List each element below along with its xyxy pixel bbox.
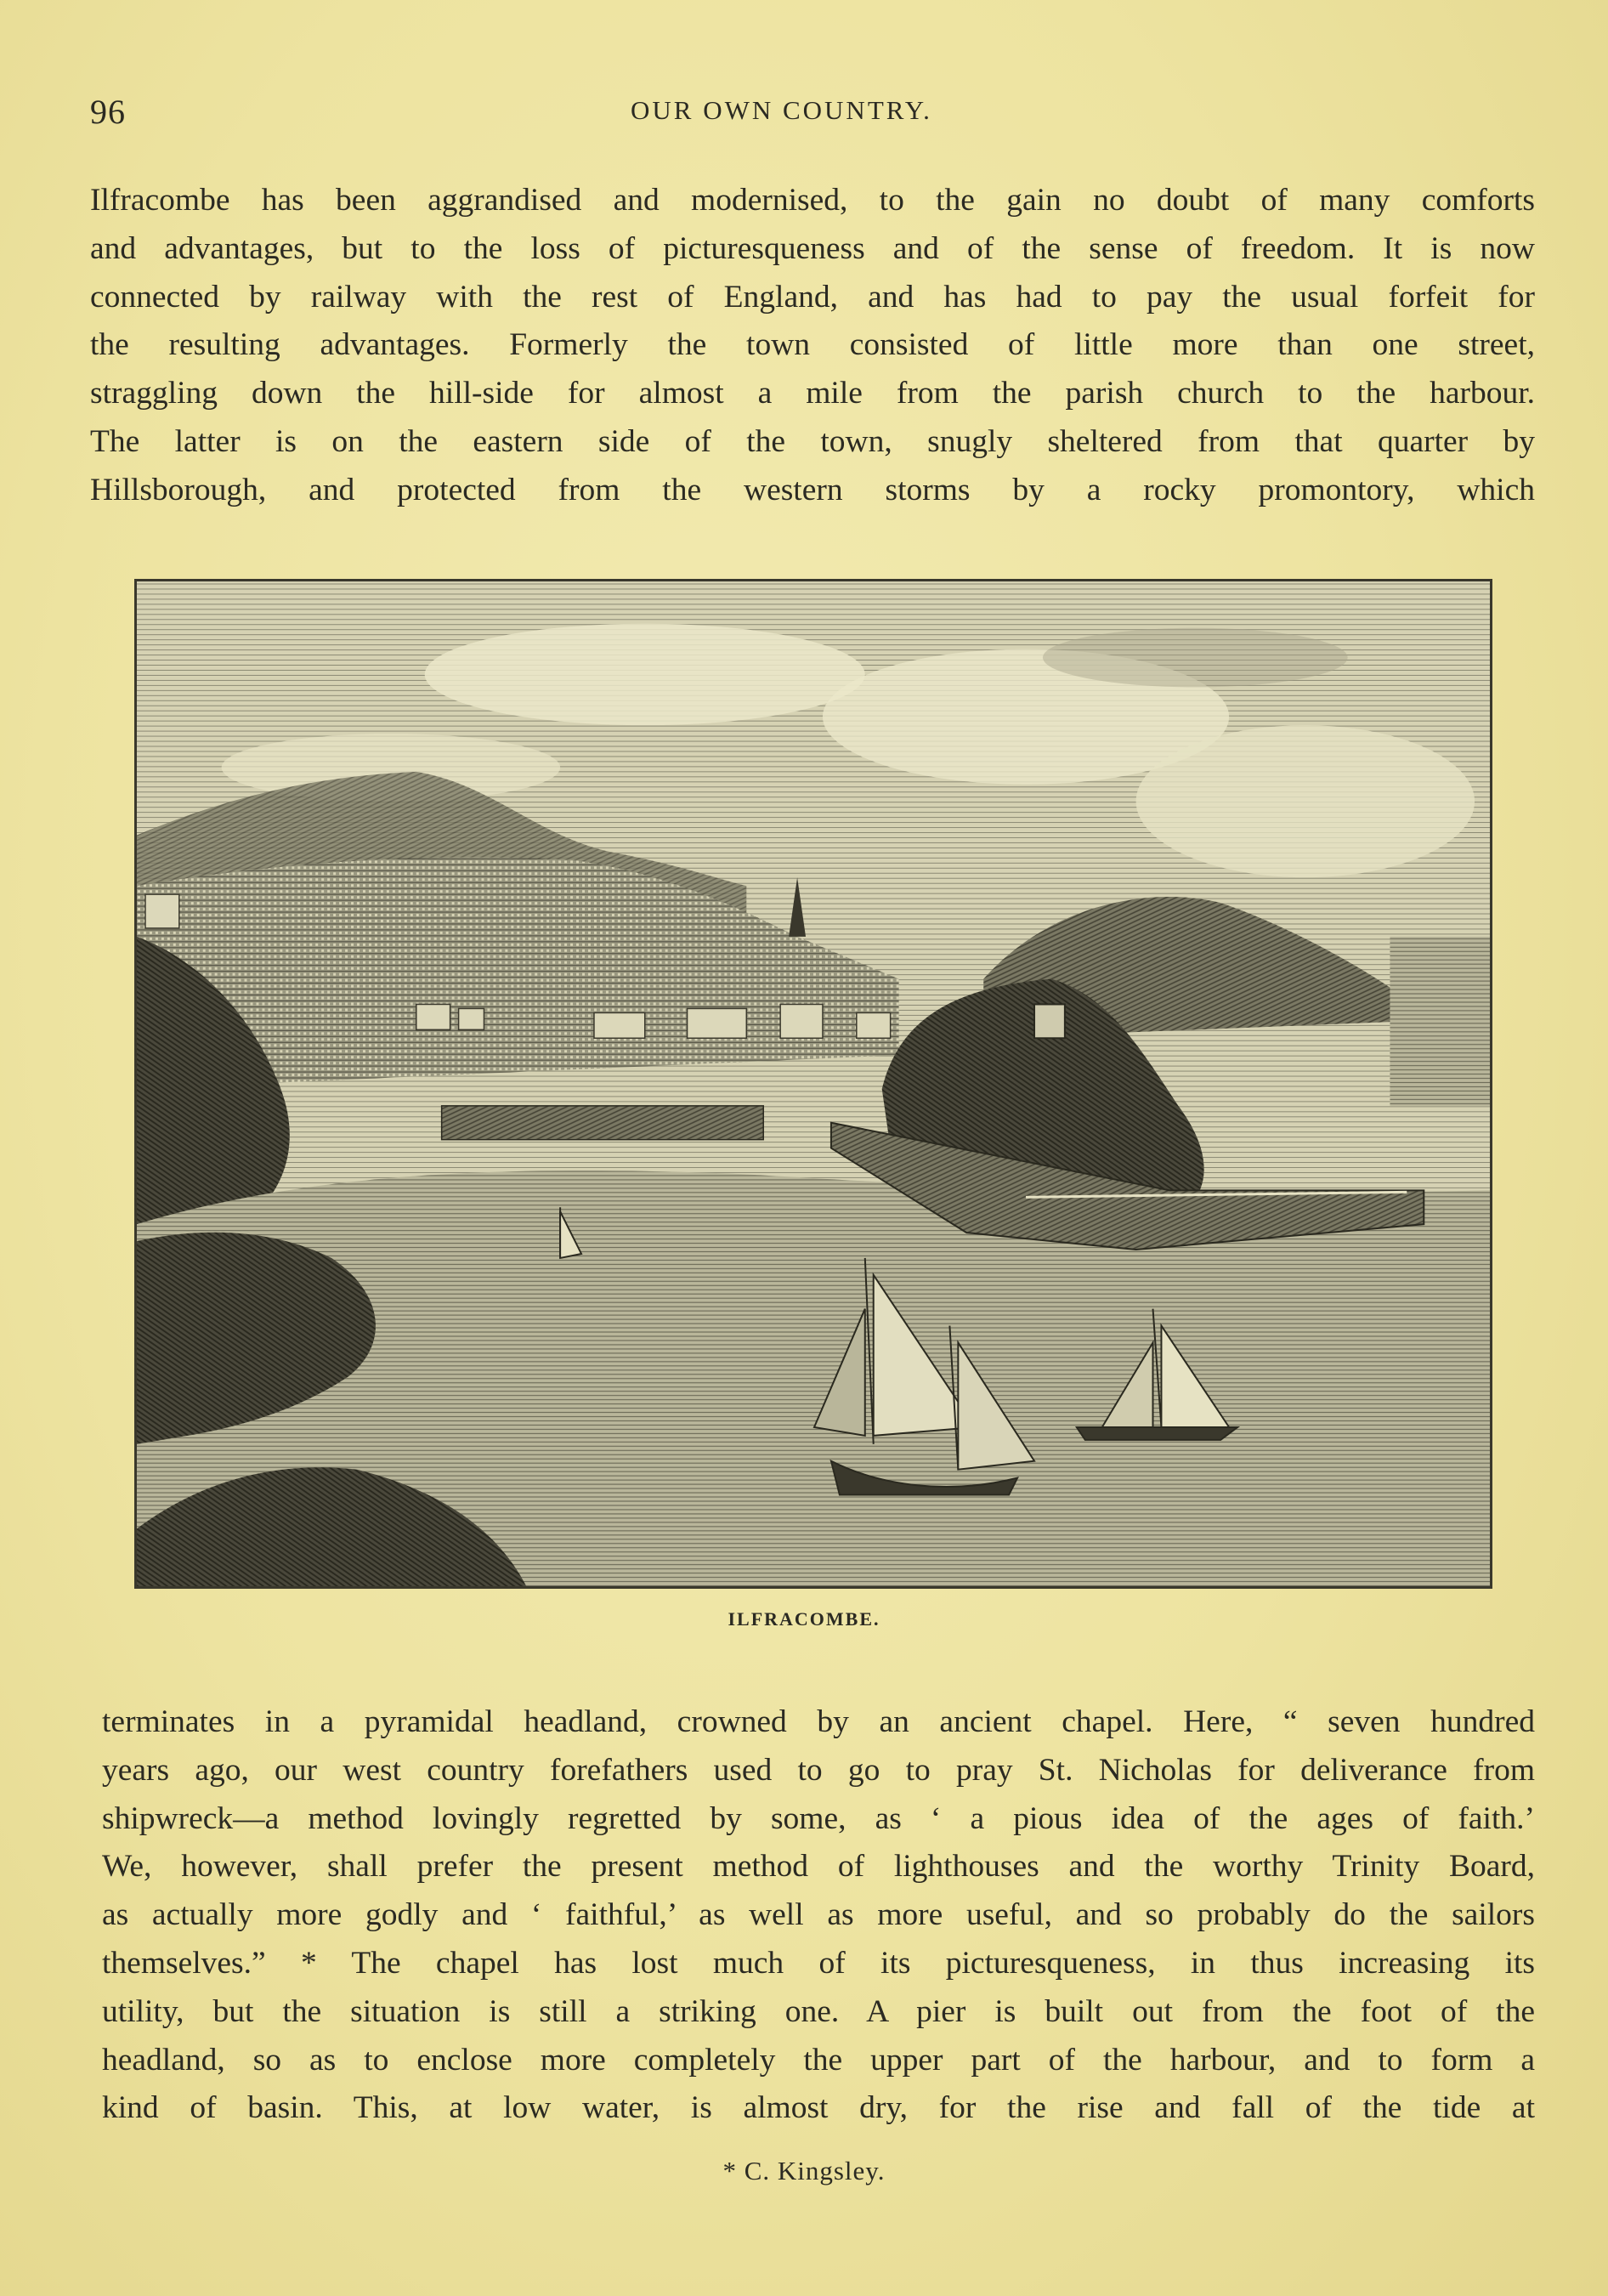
text-line: themselves.” * The chapel has lost much of its picturesqueness, in thus increasing its [102, 1945, 1535, 1981]
engraving-harbour-illustration-icon [137, 581, 1490, 1586]
text-line: Hillsborough, and protected from the western storms by a rocky promontory, which [90, 472, 1535, 507]
text-line: We, however, shall prefer the present method of lighthouses and the worthy Trinity Board, [102, 1849, 1535, 1885]
text-line: headland, so as to enclose more completely the upper part of the harbour, and to form a [102, 2042, 1535, 2078]
text-line: utility, but the situation is still a striking one. A pier is built out from the foot of the [102, 1993, 1535, 2029]
text-line: connected by railway with the rest of England, and has had to pay the usual forfeit for [90, 279, 1535, 315]
text-line: shipwreck—a method lovingly regretted by some, as ‘ a pious idea of the ages of faith.’ [102, 1800, 1535, 1836]
text-line: the resulting advantages. Formerly the town consisted of little more than one street, [90, 327, 1535, 363]
text-line: years ago, our west country forefathers used to go to pray St. Nicholas for deliverance from [102, 1752, 1535, 1788]
running-title: OUR OWN COUNTRY. [631, 95, 932, 125]
text-line: The latter is on the eastern side of the town, snugly sheltered from that quarter by [90, 423, 1535, 459]
footnote: * C. Kingsley. [722, 2156, 886, 2185]
text-line: straggling down the hill-side for almost a mile from the parish church to the harbour. [90, 376, 1535, 411]
running-head [90, 92, 1535, 143]
paragraph-top [90, 177, 1535, 515]
paragraph-bottom [102, 1698, 1535, 2133]
text-line: kind of basin. This, at low water, is almost dry, for the rise and fall of the tide at [102, 2090, 1535, 2126]
text-line: and advantages, but to the loss of picturesqueness and of the sense of freedom. It is now [90, 230, 1535, 266]
figure-caption: ILFRACOMBE. [728, 1608, 880, 1630]
text-line: as actually more godly and ‘ faithful,’ as well as more useful, and so probably do the sailors [102, 1897, 1535, 1933]
text-line: terminates in a pyramidal headland, crowned by an ancient chapel. Here, “ seven hundred [102, 1704, 1535, 1739]
text-line: Ilfracombe has been aggrandised and modernised, to the gain no doubt of many comforts [90, 183, 1535, 218]
page-number: 96 [90, 93, 126, 131]
harbour-engraving [134, 579, 1492, 1589]
